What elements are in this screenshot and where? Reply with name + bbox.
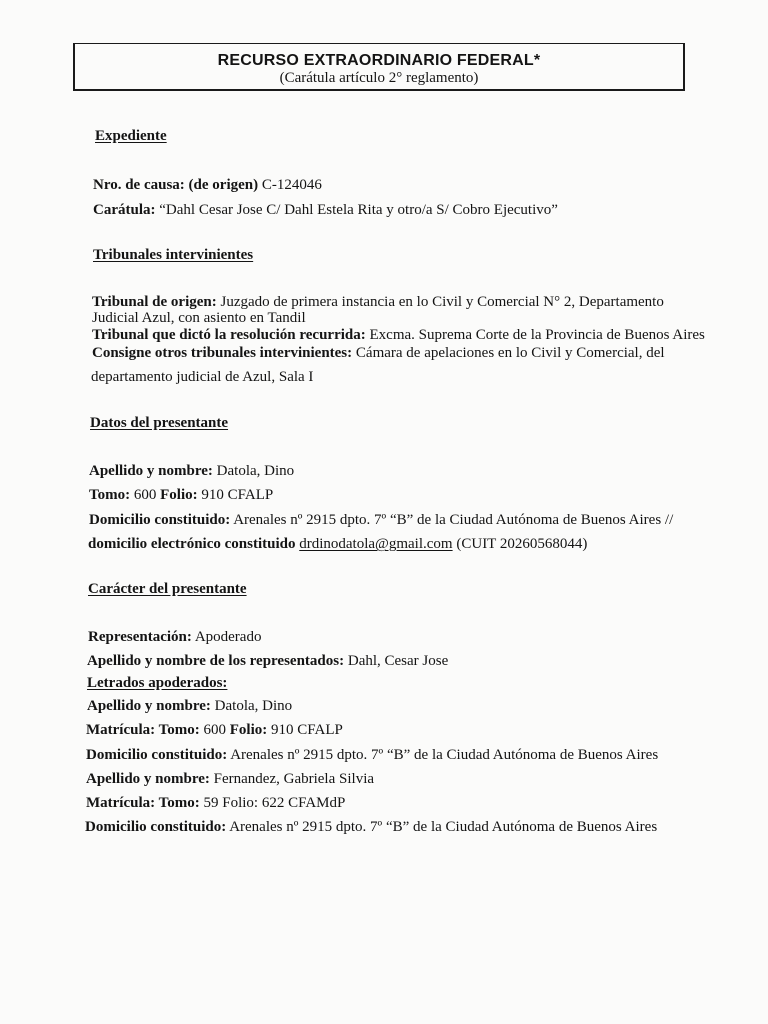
section-heading-presentante: Datos del presentante	[90, 415, 229, 431]
tribunal-origen-label: Tribunal de origen:	[92, 294, 217, 310]
tribunal-origen-continuation: Judicial Azul, con asiento en Tandil	[92, 310, 306, 326]
representacion-label: Representación:	[88, 629, 192, 645]
letrados-heading: Letrados apoderados:	[87, 675, 228, 691]
tribunal-resolucion-value: Excma. Suprema Corte de la Provincia de Buenos Aires	[369, 327, 705, 343]
letrado2-matricula-label: Matrícula: Tomo:	[86, 795, 200, 811]
letrado1-domicilio-label: Domicilio constituido:	[86, 747, 228, 763]
presentante-tomo-value: 600	[133, 487, 157, 503]
representacion-line	[88, 628, 261, 646]
presentante-domicilio-value: Arenales nº 2915 dpto. 7º “B” de la Ciudad Autónoma de Buenos Aires //	[233, 512, 674, 528]
document-title: RECURSO EXTRAORDINARIO FEDERAL*	[217, 52, 541, 69]
presentante-nombre-label: Apellido y nombre:	[89, 463, 213, 479]
representados-line	[87, 652, 448, 670]
presentante-electronico-label: domicilio electrónico constituido	[88, 536, 296, 552]
presentante-folio-value: 910 CFALP	[201, 487, 274, 503]
letrado2-domicilio-label: Domicilio constituido:	[85, 819, 227, 835]
letrado1-nombre-line	[87, 697, 292, 715]
letrado1-matricula-line	[86, 721, 343, 739]
nro-causa-line	[93, 176, 322, 194]
letrado2-matricula-line	[86, 794, 345, 812]
letrado2-nombre-label: Apellido y nombre:	[86, 771, 210, 787]
otros-tribunales-label: Consigne otros tribunales intervinientes:	[92, 345, 353, 361]
letrado1-domicilio-value: Arenales nº 2915 dpto. 7º “B” de la Ciudad Autónoma de Buenos Aires	[230, 747, 659, 763]
presentante-nombre-line	[89, 462, 294, 480]
presentante-tomo-folio-line	[89, 486, 273, 504]
presentante-tomo-label: Tomo:	[89, 487, 131, 503]
representacion-value: Apoderado	[194, 629, 262, 645]
section-heading-tribunales: Tribunales intervinientes	[93, 247, 254, 263]
tribunal-resolucion-line	[92, 326, 705, 344]
email-link[interactable]: drdinodatola@gmail.com	[299, 536, 453, 552]
otros-tribunales-line	[92, 344, 665, 362]
nro-causa-label: Nro. de causa: (de origen)	[93, 177, 259, 193]
caratula-label: Carátula:	[93, 202, 156, 218]
presentante-domicilio-line	[89, 511, 673, 529]
letrado2-nombre-line	[86, 770, 374, 788]
letrado1-nombre-value: Datola, Dino	[214, 698, 293, 714]
letrado1-matricula-label: Matrícula: Tomo:	[86, 722, 200, 738]
letrado2-domicilio-value: Arenales nº 2915 dpto. 7º “B” de la Ciudad Autónoma de Buenos Aires	[229, 819, 658, 835]
cuit-value: (CUIT 20260568044)	[456, 536, 588, 552]
tribunal-origen-value: Juzgado de primera instancia en lo Civil y Comercial N° 2, Departamento	[220, 294, 664, 310]
presentante-domicilio-label: Domicilio constituido:	[89, 512, 231, 528]
letrado1-folio-value: 910 CFALP	[271, 722, 343, 738]
letrado2-domicilio-line	[85, 818, 657, 836]
section-heading-caracter: Carácter del presentante	[88, 581, 247, 597]
caratula-value: “Dahl Cesar Jose C/ Dahl Estela Rita y otro/a S/ Cobro Ejecutivo”	[159, 202, 558, 218]
letrado1-tomo-value: 600	[203, 722, 226, 738]
letrado2-nombre-value: Fernandez, Gabriela Silvia	[213, 771, 375, 787]
caratula-line	[93, 201, 558, 219]
tribunal-resolucion-label: Tribunal que dictó la resolución recurrida:	[92, 327, 366, 343]
letrado1-folio-label: Folio:	[229, 722, 268, 738]
nro-causa-value: C-124046	[261, 177, 322, 193]
document-subtitle: (Carátula artículo 2° reglamento)	[279, 70, 479, 86]
presentante-nombre-value: Datola, Dino	[216, 463, 295, 479]
otros-tribunales-continuation: departamento judicial de Azul, Sala I	[91, 369, 314, 385]
letrado1-nombre-label: Apellido y nombre:	[87, 698, 211, 714]
representados-value: Dahl, Cesar Jose	[347, 653, 449, 669]
letrado2-matricula-value: 59 Folio: 622 CFAMdP	[203, 795, 346, 811]
presentante-folio-label: Folio:	[160, 487, 198, 503]
section-heading-expediente: Expediente	[95, 128, 167, 144]
presentante-electronico-line	[88, 535, 587, 553]
representados-label: Apellido y nombre de los representados:	[87, 653, 345, 669]
title-box	[73, 43, 685, 91]
otros-tribunales-value: Cámara de apelaciones en lo Civil y Comercial, del	[355, 345, 665, 361]
letrado1-domicilio-line	[86, 746, 658, 764]
